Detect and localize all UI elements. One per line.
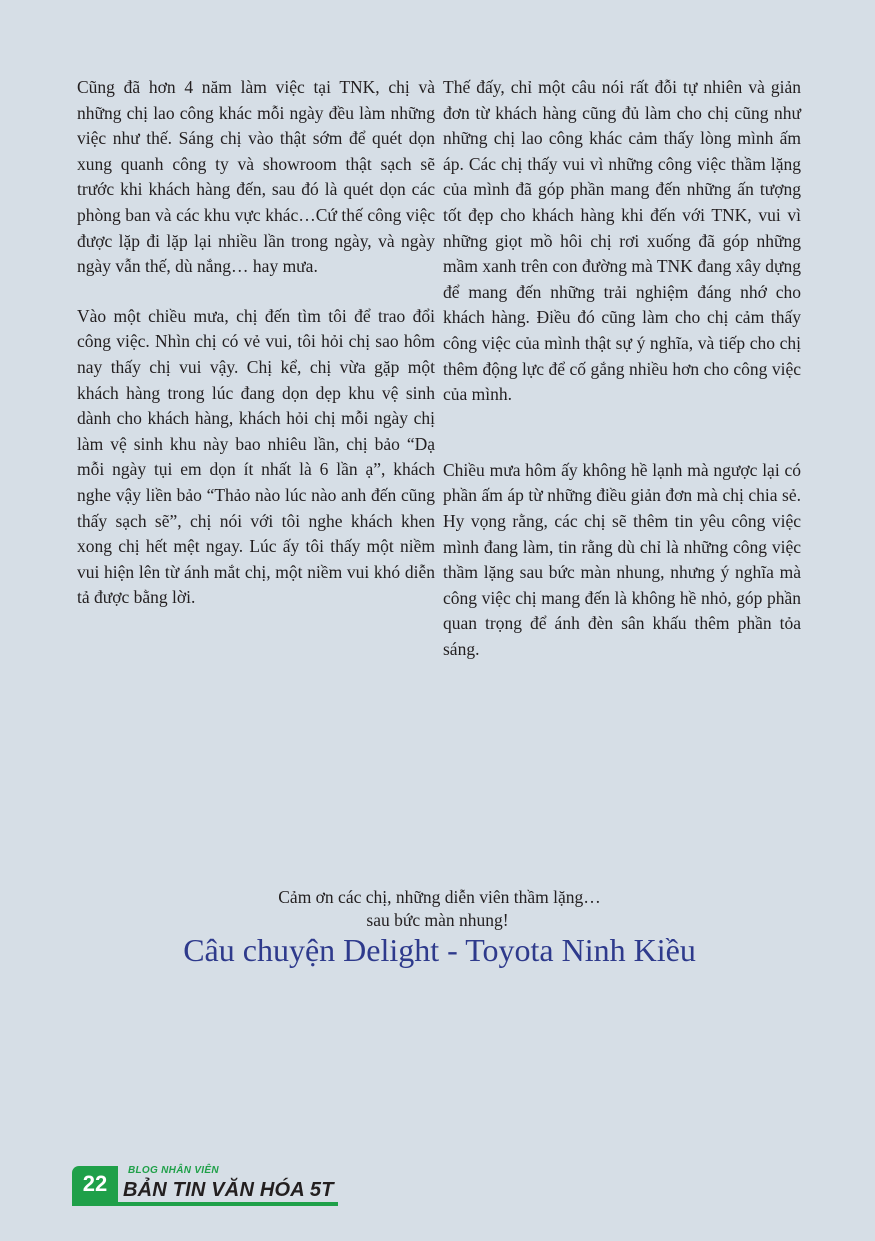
article-paragraph: Cũng đã hơn 4 năm làm việc tại TNK, chị và những chị lao công khác mỗi ngày đều làm những việc như thế. Sáng chị vào thật sớm để quét dọn xung quanh công ty và showroom thật sạch sẽ trước khi khách hàng đến, sau đó là quét dọn các phòng ban và các khu vực khác…Cứ thế công việc được lặp đi lặp lại nhiều lần trong ngày, và ngày ngày vẫn thế, dù nắng… hay mưa. xyxy=(77,77,435,277)
article-paragraph: Chiều mưa hôm ấy không hề lạnh mà ngược lại có phần ấm áp từ những điều giản đơn mà chị chia sẻ. Hy vọng rằng, các chị sẽ thêm tin yêu công việc mình đang làm, tin rằng dù chỉ là những công việc thầm lặng sau bức màn nhung, nhưng ý nghĩa mà công việc chị mang đến là không hề nhỏ, góp phần quan trọng để ánh đèn sân khấu thêm phần tỏa sáng. xyxy=(443,459,801,659)
closing-thanks xyxy=(0,886,875,932)
footer-divider xyxy=(72,1202,338,1206)
page-number-badge: 22 xyxy=(72,1166,118,1202)
thanks-line: Cảm ơn các chị, những diễn viên thầm lặng… xyxy=(278,887,601,907)
section-label: BLOG NHÂN VIÊN xyxy=(128,1165,219,1176)
article-paragraph: Vào một chiều mưa, chị đến tìm tôi để trao đổi công việc. Nhìn chị có vẻ vui, tôi hỏi chị sao hôm nay thấy chị vui vậy. Chị kể, chị vừa gặp một khách hàng trong lúc đang dọn dẹp khu vệ sinh dành cho khách hàng, khách hỏi chị mỗi ngày chị làm vệ sinh khu này bao nhiêu lần, chị bảo “Dạ mỗi ngày tụi em dọn ít nhất là 6 lần ạ”, khách nghe vậy liền bảo “Thảo nào lúc nào anh đến cũng thấy sạch sẽ”, chị nói với tôi nghe khách khen xong chị hết mệt ngay. Lúc ấy tôi thấy một niềm vui hiện lên từ ánh mắt chị, một niềm vui khó diễn tả được bằng lời. xyxy=(77,305,435,608)
thanks-line: sau bức màn nhung! xyxy=(366,910,509,930)
story-title: Câu chuyện Delight - Toyota Ninh Kiều xyxy=(183,932,696,968)
article-right-column xyxy=(443,75,801,662)
article-paragraph: Thế đấy, chỉ một câu nói rất đỗi tự nhiên và giản đơn từ khách hàng cũng đủ làm cho chị cũng như những chị lao công khác cảm thấy lòng mình ấm áp. Các chị thấy vui vì những công việc thầm lặng của mình đã góp phần mang đến những ấn tượng tốt đẹp cho khách hàng khi đến với TNK, vui vì những giọt mồ hôi chị rơi xuống đã góp những mầm xanh trên con đường mà TNK đang xây dựng để mang đến những trải nghiệm đáng nhớ cho khách hàng. Điều đó cũng làm cho chị cảm thấy công việc của mình thật sự ý nghĩa, và tiếp cho chị thêm động lực để cố gắng nhiều hơn cho công việc của mình. xyxy=(443,77,801,405)
publication-name: BẢN TIN VĂN HÓA 5T xyxy=(123,1179,334,1201)
article-left-column xyxy=(77,75,435,611)
